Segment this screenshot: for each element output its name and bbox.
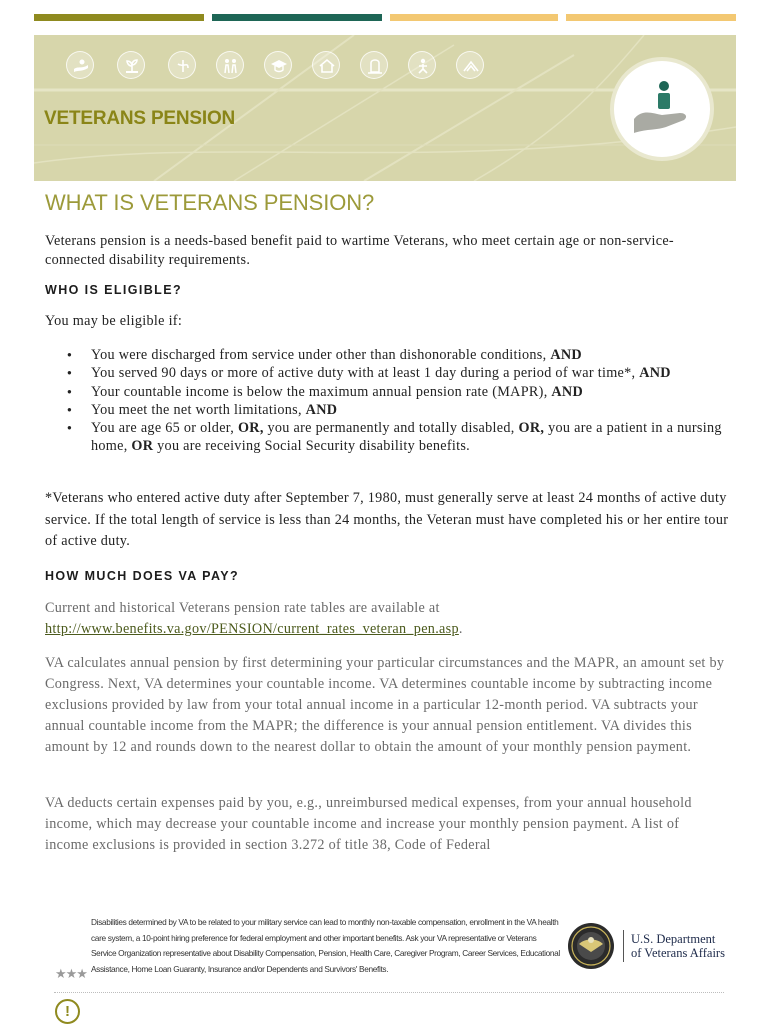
- house-icon: [312, 51, 340, 79]
- color-bar-teal: [212, 14, 382, 21]
- footer-dotted-divider: [54, 992, 724, 993]
- list-item: ● Your countable income is below the maximum annual pension rate (MAPR), AND: [45, 383, 735, 401]
- medical-icon: [168, 51, 196, 79]
- plant-icon: [117, 51, 145, 79]
- list-item: ● You served 90 days or more of active duty with at least 1 day during a period of war time*, AND: [45, 364, 735, 382]
- person-in-hand-icon: [610, 57, 714, 161]
- calculation-paragraph: VA calculates annual pension by first determining your particular circumstances and the MAPR, an amount set by Congress. Next, VA determines your countable income. VA determines countable income by subtracting income exclusions provided by law from your total annual income in a particular 12-month period. VA subtracts your annual countable income from the MAPR; the difference is your annual pension entitlement. VA divides this amount by 12 and rounds down to the nearest dollar to obtain the amount of your monthly pension payment.: [45, 655, 725, 755]
- alert-icon: !: [55, 999, 80, 1024]
- list-item: ● You meet the net worth limitations, AND: [45, 401, 735, 419]
- header-banner: [34, 35, 736, 181]
- worker-icon: [408, 51, 436, 79]
- stars-icon: ★★★: [55, 966, 87, 981]
- va-seal-icon: [567, 922, 615, 970]
- graduation-cap-icon: [264, 51, 292, 79]
- color-bar-gold-right: [566, 14, 736, 21]
- banner-title: VETERANS PENSION: [44, 108, 236, 129]
- rates-link[interactable]: http://www.benefits.va.gov/PENSION/current_rates_veteran_pen.asp: [45, 621, 459, 637]
- service-length-note: *Veterans who entered active duty after September 7, 1980, must generally serve at least 24 months of active duty service. If the total length of service is less than 24 months, the Veteran must have completed his or her entire tour of active duty.: [45, 490, 729, 549]
- footer-disclaimer: Disabilities determined by VA to be related to your military service can lead to monthly non-taxable compensation, enrollment in the VA health care system, a 10-point hiring preference for federal employment and other important benefits. Ask your VA representative or Veterans Service Organization representative about Disability Compensation, Pension, Health Care, Caregiver Program, Career Services, Educational Assistance, Home Loan Guaranty, Insurance and/or Dependents and Survivors' Benefits.: [91, 917, 560, 974]
- page-title: WHAT IS VETERANS PENSION?: [45, 190, 375, 215]
- eligibility-list: [45, 346, 735, 456]
- helping-hand-icon: [66, 51, 94, 79]
- va-org-name: U.S. Department of Veterans Affairs: [631, 932, 725, 960]
- list-item: ● You are age 65 or older, OR, you are permanently and totally disabled, OR, you are a patient in a nursing home, OR you are receiving Social Security disability benefits.: [45, 419, 735, 456]
- deductions-paragraph: VA deducts certain expenses paid by you, e.g., unreimbursed medical expenses, from your annual household income, which may decrease your countable income and increase your monthly pension payment. A list of income exclusions is provided in section 3.272 of title 38, Code of Federal: [45, 795, 692, 853]
- rates-paragraph: Current and historical Veterans pension rate tables are available at http://www.benefits.va.gov/PENSION/current_rates_veteran_pen.asp.: [45, 600, 463, 637]
- eligibility-heading: WHO IS ELIGIBLE?: [45, 283, 182, 297]
- family-icon: [216, 51, 244, 79]
- color-bar-gold: [390, 14, 558, 21]
- list-item: ● You were discharged from service under other than dishonorable conditions, AND: [45, 346, 735, 364]
- top-color-bars: [34, 14, 736, 22]
- eligibility-lead: You may be eligible if:: [45, 313, 183, 329]
- va-logo-divider: [623, 930, 624, 962]
- color-bar-olive: [34, 14, 204, 21]
- payment-heading: HOW MUCH DOES VA PAY?: [45, 569, 239, 583]
- intro-paragraph: Veterans pension is a needs-based benefit paid to wartime Veterans, who meet certain age or non-service-connected disability requirements.: [45, 233, 674, 268]
- burial-icon: [360, 51, 388, 79]
- flag-icon: [456, 51, 484, 79]
